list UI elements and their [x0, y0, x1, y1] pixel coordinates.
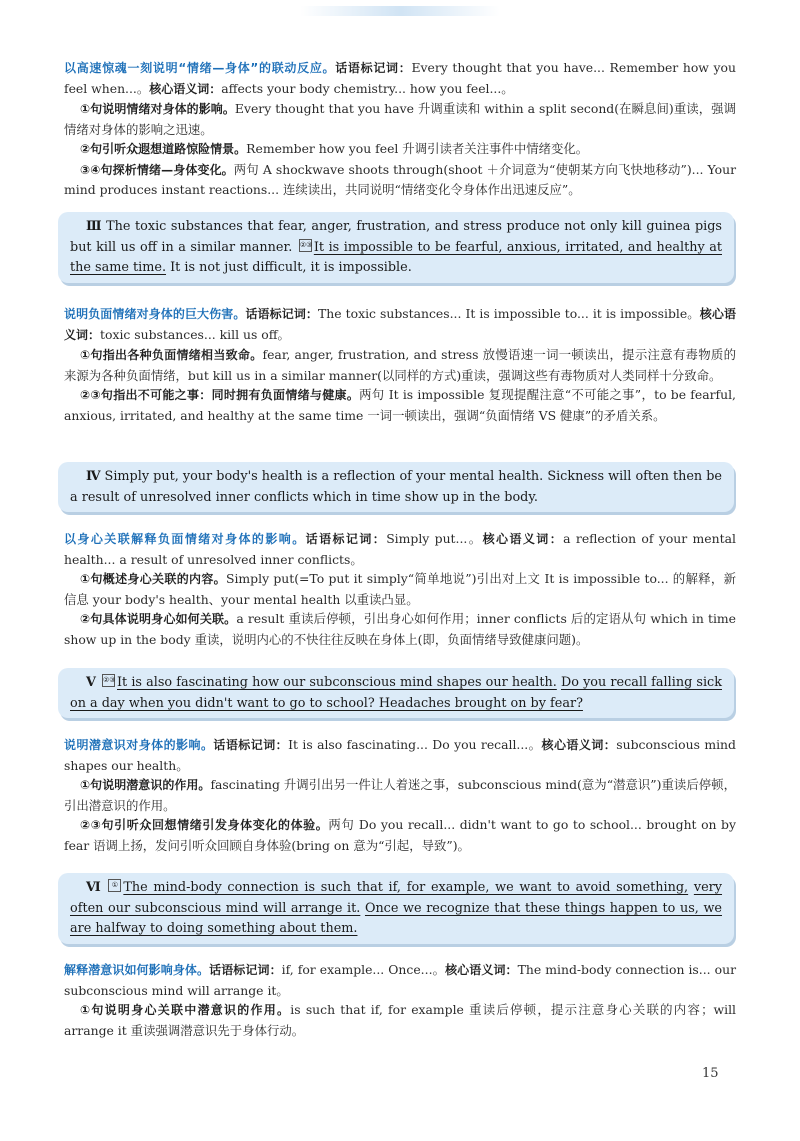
discourse-marker-label: 话语标记词：: [209, 963, 282, 977]
passage-paragraph-6: [58, 873, 734, 944]
sentence: It is not just difficult, it is impossible.: [170, 260, 412, 275]
discourse-marker-text: if, for example... Once...。: [281, 962, 446, 977]
commentary-point: [64, 99, 736, 139]
passage-text: [70, 217, 722, 279]
sentence-marker-icon: ②③: [299, 239, 312, 252]
passage-paragraph-5: [58, 668, 734, 718]
commentary-point: [64, 815, 736, 855]
point-text: 两句 A shockwave shoots through(shoot ＋介词意为“使朝某方向飞快地移动”)... Your mind produces instant reactions... 连续读出，共同说明“情绪变化令身体作出迅速反应”。: [64, 161, 736, 197]
top-decoration: [300, 6, 500, 16]
underlined-sentence: very often our subconscious mind will arrange it.: [70, 880, 723, 916]
sentence: Simply put, your body's health is a reflection of your mental health. Sickness will often then be a result of unresolved inner conflicts which in time show up in the body.: [70, 469, 722, 505]
point-label: ②句引听众遐想道路惊险情景。: [80, 142, 247, 156]
point-label: ①句说明身心关联中潜意识的作用。: [80, 1003, 291, 1017]
point-label: ②③句引听众回想情绪引发身体变化的体验。: [80, 818, 329, 832]
point-label: ①句说明潜意识的作用。: [80, 778, 211, 792]
core-semantic-text: a reflection of your mental health... a result of unresolved inner conflicts。: [64, 531, 736, 567]
core-semantic-text: The mind-body connection is... our subconscious mind will arrange it。: [64, 962, 736, 998]
paragraph-numeral: Ⅲ: [86, 219, 103, 234]
point-text: fear, anger, frustration, and stress 放慢语速一词一顿读出，提示注意有毒物质的来源为各种负面情绪，but kill us in a similar manner(以同样的方式)重读，强调这些有毒物质对人类同样十分致命。: [64, 347, 736, 383]
point-text: Remember how you feel 升调引读者关注事件中情绪变化。: [246, 141, 589, 156]
commentary-section-1: [64, 58, 736, 200]
sentence-marker-icon: ①: [108, 879, 121, 892]
core-semantic-label: 核心语义词：: [541, 738, 617, 752]
underlined-sentence: The mind-body connection is such that if, for example, we want to avoid something,: [123, 880, 689, 895]
sentence: The toxic substances that fear, anger, frustration, and stress produce not only kill guinea pigs but kill us off in a similar manner.: [70, 219, 722, 255]
point-label: ②句具体说明身心如何关联。: [80, 612, 237, 626]
commentary-section-6: [64, 960, 736, 1040]
point-text: 两句 Do you recall... didn't want to go to school... brought on by fear 语调上扬，发问引听众回顾自身体验(bring on 意为“引起，导致”)。: [64, 817, 736, 853]
commentary-point: [64, 385, 736, 425]
passage-text: [70, 673, 722, 714]
point-label: ①句概述身心关联的内容。: [80, 572, 226, 586]
commentary-summary: [64, 58, 736, 99]
commentary-point: [64, 139, 736, 160]
paragraph-numeral: Ⅴ: [86, 675, 96, 690]
discourse-marker-label: 话语标记词：: [245, 307, 319, 321]
commentary-heading: 说明负面情绪对身体的巨大伤害。: [64, 307, 246, 321]
point-label: ①句说明情绪对身体的影响。: [80, 102, 235, 116]
commentary-summary: [64, 304, 736, 345]
core-semantic-label: 核心语义词：: [149, 81, 222, 96]
discourse-marker-text: It is also fascinating... Do you recall...。: [288, 737, 542, 752]
passage-paragraph-4: [58, 462, 734, 512]
commentary-point: [64, 775, 736, 815]
discourse-marker-text: Simply put...。: [386, 531, 483, 546]
discourse-marker-label: 话语标记词：: [335, 61, 412, 75]
commentary-summary: [64, 529, 736, 569]
point-label: ③④句探析情绪—身体变化。: [80, 162, 234, 177]
paragraph-numeral: Ⅳ: [86, 469, 101, 484]
commentary-section-5: [64, 735, 736, 855]
commentary-point: [64, 160, 736, 200]
discourse-marker-label: 话语标记词：: [213, 738, 289, 752]
underlined-sentence: It is impossible to be fearful, anxious, irritated, and healthy at the same time.: [70, 239, 722, 275]
point-text: fascinating 升调引出另一件让人着迷之事，subconscious mind(意为“潜意识”)重读后停顿，引出潜意识的作用。: [64, 777, 736, 813]
core-semantic-label: 核心语义词：: [64, 307, 736, 342]
passage-text: [70, 878, 722, 940]
commentary-section-3: [64, 304, 736, 425]
commentary-summary: [64, 735, 736, 775]
core-semantic-text: subconscious mind shapes our health。: [64, 737, 736, 773]
commentary-point: [64, 1000, 736, 1040]
underlined-sentence: Do you recall falling sick on a day when you didn't want to go to school? Headaches brought on by fear?: [70, 675, 722, 711]
sentence-marker-icon: ②③: [102, 674, 115, 687]
underlined-sentence: It is also fascinating how our subconscious mind shapes our health.: [117, 675, 557, 690]
commentary-heading: 说明潜意识对身体的影响。: [64, 738, 214, 752]
paragraph-numeral: Ⅵ: [86, 880, 103, 895]
discourse-marker-text: The toxic substances... It is impossible to... it is impossible。: [318, 306, 700, 321]
commentary-heading: 解释潜意识如何影响身体。: [64, 963, 210, 977]
passage-text: [70, 467, 722, 508]
commentary-point: [64, 345, 736, 385]
point-text: Simply put(=To put it simply“简单地说”)引出对上文 It is impossible to... 的解释，新信息 your body's health、your mental health 以重读凸显。: [64, 571, 736, 607]
point-text: is such that if, for example 重读后停顿，提示注意身心关联的内容；will arrange it 重读强调潜意识先于身体行动。: [64, 1002, 736, 1038]
discourse-marker-label: 话语标记词：: [305, 532, 387, 546]
passage-paragraph-3: [58, 212, 734, 283]
commentary-summary: [64, 960, 736, 1000]
discourse-marker-text: Every thought that you have... Remember how you feel when...。: [64, 60, 736, 96]
commentary-heading: 以高速惊魂一刻说明“情绪—身体”的联动反应。: [64, 61, 336, 75]
point-label: ①句指出各种负面情绪相当致命。: [80, 348, 263, 362]
core-semantic-label: 核心语义词：: [445, 963, 518, 977]
point-label: ②③句指出不可能之事：同时拥有负面情绪与健康。: [80, 388, 360, 402]
commentary-point: [64, 569, 736, 609]
point-text: 两句 It is impossible 复现提醒注意“不可能之事”，to be fearful, anxious, irritated, and healthy at the same time 一词一顿读出，强调“负面情绪 VS 健康”的矛盾关系。: [64, 387, 736, 423]
point-text: Every thought that you have 升调重读和 within a split second(在瞬息间)重读，强调情绪对身体的影响之迅速。: [64, 101, 736, 137]
core-semantic-text: toxic substances... kill us off。: [100, 326, 290, 342]
commentary-section-4: [64, 529, 736, 649]
commentary-heading: 以身心关联解释负面情绪对身体的影响。: [64, 532, 306, 546]
core-semantic-label: 核心语义词：: [482, 532, 564, 546]
underlined-sentence: Once we recognize that these things happen to us, we are halfway to doing something about them.: [70, 900, 722, 936]
commentary-point: [64, 609, 736, 649]
core-semantic-text: affects your body chemistry... how you feel...。: [221, 80, 514, 96]
page-number: 15: [702, 1066, 719, 1081]
point-text: a result 重读后停顿，引出身心如何作用；inner conflicts 后的定语从句 which in time show up in the body 重读，说明内心的不快往往反映在身体上(即，负面情绪导致健康问题)。: [64, 611, 736, 647]
